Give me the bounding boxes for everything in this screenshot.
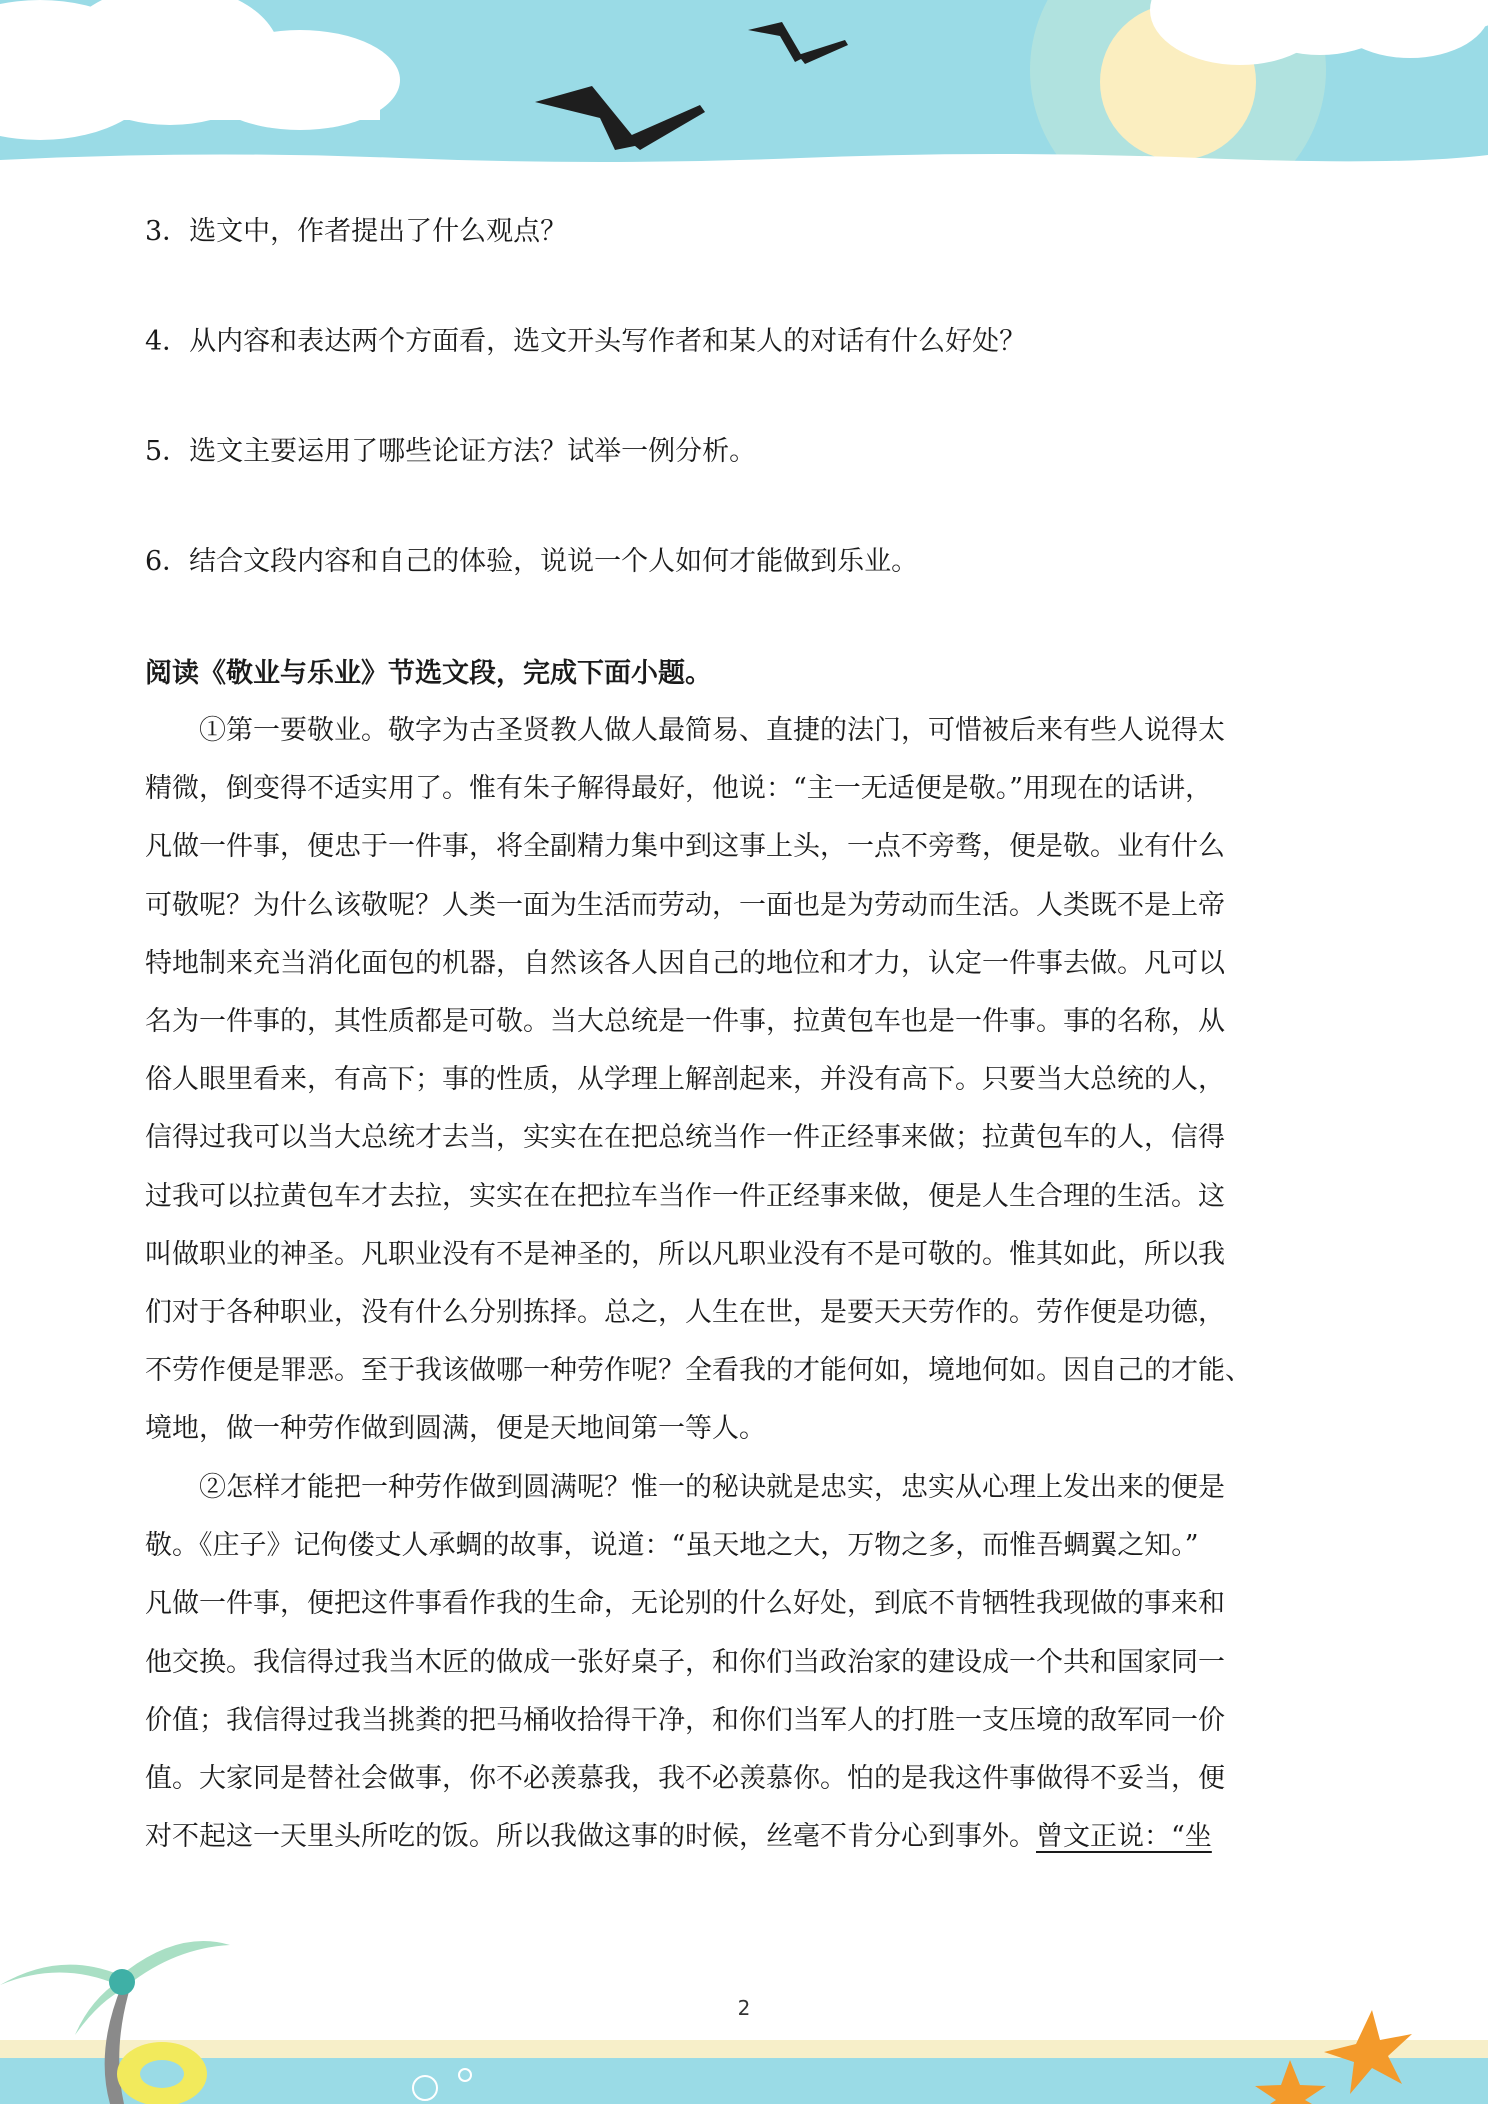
text-line: 他交换。我信得过我当木匠的做成一张好桌子，和你们当政治家的建设成一个共和国家同一: [145, 1646, 1225, 1678]
text-line: 精微，倒变得不适实用了。惟有朱子解得最好，他说：“主一无适便是敬。”用现在的话讲，: [145, 773, 1213, 805]
text-line: ①第一要敬业。敬字为古圣贤教人做人最简易、直捷的法门，可惜被后来有些人说得太: [199, 715, 1225, 746]
text-line: 们对于各种职业，没有什么分别拣择。总之，人生在世，是要天天劳作的。劳作便是功德，: [145, 1296, 1225, 1328]
text-line: 名为一件事的，其性质都是可敬。当大总统是一件事，拉黄包车也是一件事。事的名称，从: [145, 1005, 1225, 1037]
text-line: 凡做一件事，便忠于一件事，将全副精力集中到这事上头，一点不旁骛，便是敬。业有什么: [145, 831, 1225, 863]
last-line-text: 对不起这一天里头所吃的饭。所以我做这事的时候，丝毫不肯分心到事外。: [145, 1821, 1036, 1853]
question-5: 5．选文主要运用了哪些论证方法？试举一例分析。: [145, 436, 757, 467]
text-line: 信得过我可以当大总统才去当，实实在在把总统当作一件正经事来做；拉黄包车的人，信得: [145, 1122, 1225, 1154]
sea-band: [0, 2058, 1488, 2104]
text-line: 俗人眼里看来，有高下；事的性质，从学理上解剖起来，并没有高下。只要当大总统的人，: [145, 1064, 1225, 1096]
page-number: 2: [737, 1996, 751, 2020]
text-line: 敬。《庄子》记佝偻丈人承蜩的故事，说道：“虽天地之大，万物之多，而惟吾蜩翼之知。”: [145, 1530, 1199, 1562]
text-line: 叫做职业的神圣。凡职业没有不是神圣的，所以凡职业没有不是可敬的。惟其如此，所以我: [145, 1238, 1225, 1270]
text-line: 过我可以拉黄包车才去拉，实实在在把拉车当作一件正经事来做，便是人生合理的生活。这: [145, 1180, 1225, 1212]
text-line: 可敬呢？为什么该敬呢？人类一面为生活而劳动，一面也是为劳动而生活。人类既不是上帝: [145, 889, 1225, 921]
swim-ring-icon: [117, 2042, 207, 2104]
underlined-text: 曾文正说：“坐: [1036, 1821, 1212, 1853]
text-line: 境地，做一种劳作做到圆满，便是天地间第一等人。: [145, 1413, 766, 1445]
question-4: 4．从内容和表达两个方面看，选文开头写作者和某人的对话有什么好处？: [145, 326, 1027, 357]
text-line: 值。大家同是替社会做事，你不必羡慕我，我不必羡慕你。怕的是我这件事做得不妥当，便: [145, 1762, 1225, 1794]
sand-band: [0, 2040, 1488, 2058]
text-line: 凡做一件事，便把这件事看作我的生命，无论别的什么好处，到底不肯牺牲我现做的事来和: [145, 1588, 1225, 1620]
top-banner: [0, 0, 1488, 170]
text-line: 不劳作便是罪恶。至于我该做哪一种劳作呢？全看我的才能何如，境地何如。因自己的才能、: [145, 1355, 1252, 1387]
reading-heading: 阅读《敬业与乐业》节选文段，完成下面小题。: [145, 658, 712, 689]
paragraph-1: [145, 702, 1345, 1458]
text-line: ②怎样才能把一种劳作做到圆满呢？惟一的秘诀就是忠实，忠实从心理上发出来的便是: [199, 1472, 1225, 1503]
question-3: 3．选文中，作者提出了什么观点？: [145, 216, 568, 247]
text-line-last: [145, 1808, 1345, 1866]
paragraph-2: [145, 1459, 1345, 1866]
text-line: 价值；我信得过我当挑粪的把马桶收拾得干净，和你们当军人的打胜一支压境的敌军同一价: [145, 1704, 1225, 1736]
question-6: 6．结合文段内容和自己的体验，说说一个人如何才能做到乐业。: [145, 546, 919, 577]
text-line: 特地制来充当消化面包的机器，自然该各人因自己的地位和才力，认定一件事去做。凡可以: [145, 947, 1225, 979]
